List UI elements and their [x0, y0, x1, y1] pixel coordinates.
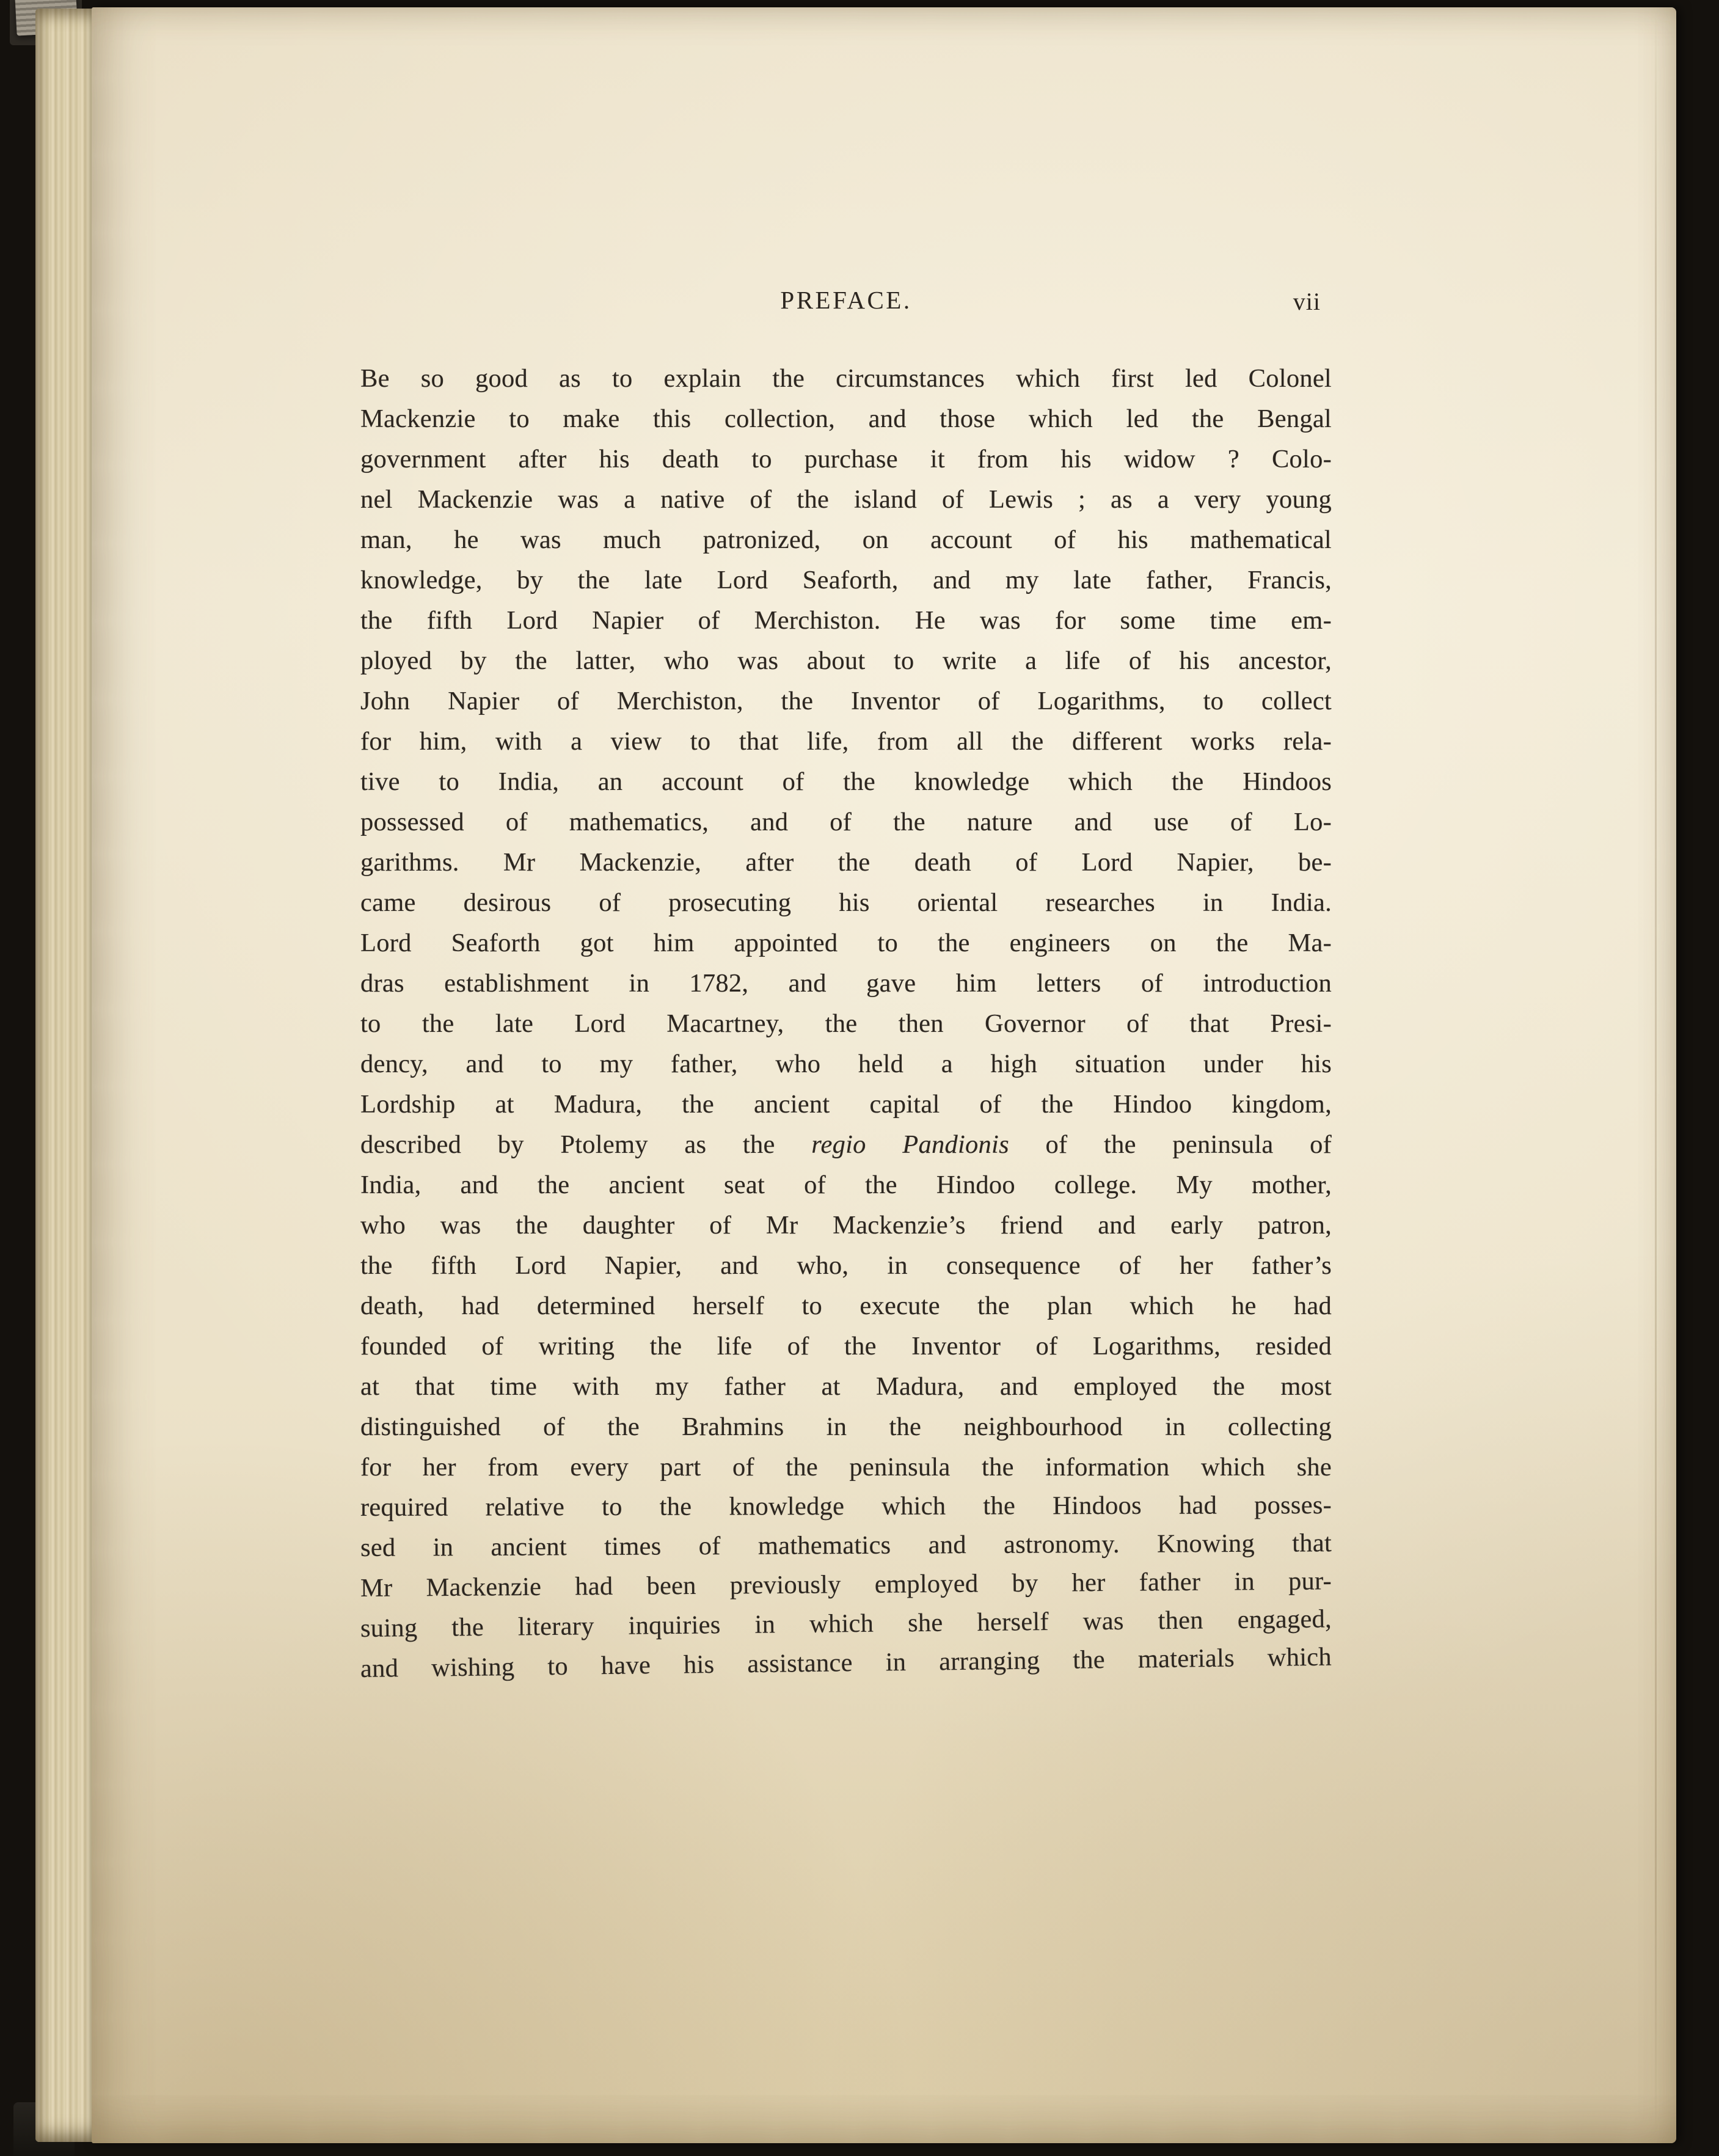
text-segment: dency, and to my father, who held a high situation under his — [360, 1050, 1332, 1078]
page-right-edge — [1655, 13, 1657, 2137]
text-line — [360, 1407, 1332, 1447]
text-segment: death, had determined herself to execute the plan which he had — [360, 1292, 1332, 1320]
text-segment: and wishing to have his assistance in arranging the materials which — [360, 1642, 1332, 1683]
text-segment: Mackenzie to make this collection, and those which led the Bengal — [360, 404, 1332, 433]
text-line — [360, 1286, 1332, 1326]
text-segment: government after his death to purchase it from his widow ? Colo- — [360, 445, 1332, 473]
text-segment: possessed of mathematics, and of the nature and use of Lo- — [360, 808, 1332, 836]
text-line — [360, 1205, 1332, 1246]
text-line — [360, 1044, 1332, 1084]
text-line — [360, 1367, 1332, 1407]
text-line — [360, 842, 1332, 883]
text-segment: who was the daughter of Mr Mackenzie’s friend and early patron, — [360, 1211, 1332, 1240]
text-segment: Mr Mackenzie had been previously employed by her father in pur- — [360, 1566, 1332, 1602]
text-line — [360, 1165, 1332, 1205]
italic-phrase: regio Pandionis — [811, 1130, 1009, 1159]
text-segment: Lordship at Madura, the ancient capital of the Hindoo kingdom, — [360, 1090, 1332, 1119]
text-segment: described by Ptolemy as the — [360, 1130, 812, 1159]
text-line — [360, 923, 1332, 963]
text-line — [360, 1523, 1332, 1568]
page-title: PREFACE. — [780, 286, 912, 314]
text-segment: sed in ancient times of mathematics and astronomy. Knowing that — [360, 1529, 1332, 1562]
text-segment: Lord Seaforth got him appointed to the engineers on the Ma- — [360, 929, 1332, 957]
text-line — [360, 1447, 1332, 1488]
text-line — [360, 883, 1332, 923]
text-segment: the fifth Lord Napier of Merchiston. He was for some time em- — [360, 606, 1332, 635]
text-line — [360, 641, 1332, 681]
text-segment: man, he was much patronized, on account of his mathematical — [360, 525, 1332, 554]
text-line — [360, 560, 1332, 601]
text-line — [360, 1125, 1332, 1165]
text-line — [360, 399, 1332, 439]
text-line — [360, 480, 1332, 520]
text-segment: to the late Lord Macartney, the then Governor of that Presi- — [360, 1009, 1332, 1038]
text-segment: the fifth Lord Napier, and who, in consequence of her father’s — [360, 1251, 1332, 1280]
text-line — [360, 439, 1332, 480]
text-segment: knowledge, by the late Lord Seaforth, and my late father, Francis, — [360, 566, 1332, 594]
text-segment: suing the literary inquiries in which she herself was then engaged, — [360, 1604, 1332, 1643]
text-segment: ployed by the latter, who was about to write a life of his ancestor, — [360, 646, 1332, 675]
text-segment: required relative to the knowledge which the Hindoos had posses- — [360, 1491, 1332, 1522]
text-segment: for her from every part of the peninsula the information which she — [360, 1453, 1332, 1482]
text-segment: founded of writing the life of the Inventor of Logarithms, resided — [360, 1332, 1332, 1361]
text-line — [360, 1485, 1332, 1528]
text-segment: garithms. Mr Mackenzie, after the death of Lord Napier, be- — [360, 848, 1332, 877]
text-line — [360, 963, 1332, 1004]
book-page — [92, 7, 1676, 2143]
page-content — [360, 285, 1332, 1689]
text-line — [360, 1004, 1332, 1044]
text-segment: came desirous of prosecuting his oriental researches in India. — [360, 888, 1332, 917]
text-line — [360, 762, 1332, 802]
page-number: vii — [1293, 288, 1321, 315]
text-line — [360, 520, 1332, 560]
text-segment: nel Mackenzie was a native of the island of Lewis ; as a very young — [360, 485, 1332, 514]
text-line — [360, 681, 1332, 722]
text-line — [360, 359, 1332, 399]
text-segment: for him, with a view to that life, from all the different works rela- — [360, 727, 1332, 756]
body-text — [360, 359, 1332, 1689]
text-segment: India, and the ancient seat of the Hindoo college. My mother, — [360, 1171, 1332, 1199]
text-line — [360, 1326, 1332, 1367]
text-line — [360, 1246, 1332, 1286]
text-segment: John Napier of Merchiston, the Inventor of Logarithms, to collect — [360, 687, 1332, 715]
text-line — [360, 722, 1332, 762]
page-header — [360, 285, 1332, 323]
text-segment: Be so good as to explain the circumstances which first led Colonel — [360, 364, 1332, 393]
text-line — [360, 601, 1332, 641]
text-segment: at that time with my father at Madura, and employed the most — [360, 1372, 1332, 1401]
text-segment: tive to India, an account of the knowledge which the Hindoos — [360, 767, 1332, 796]
text-line — [360, 1084, 1332, 1125]
text-segment: distinguished of the Brahmins in the neighbourhood in collecting — [360, 1412, 1332, 1441]
text-segment: of the peninsula of — [1009, 1130, 1332, 1159]
text-line — [360, 802, 1332, 842]
text-segment: dras establishment in 1782, and gave him letters of introduction — [360, 969, 1332, 998]
